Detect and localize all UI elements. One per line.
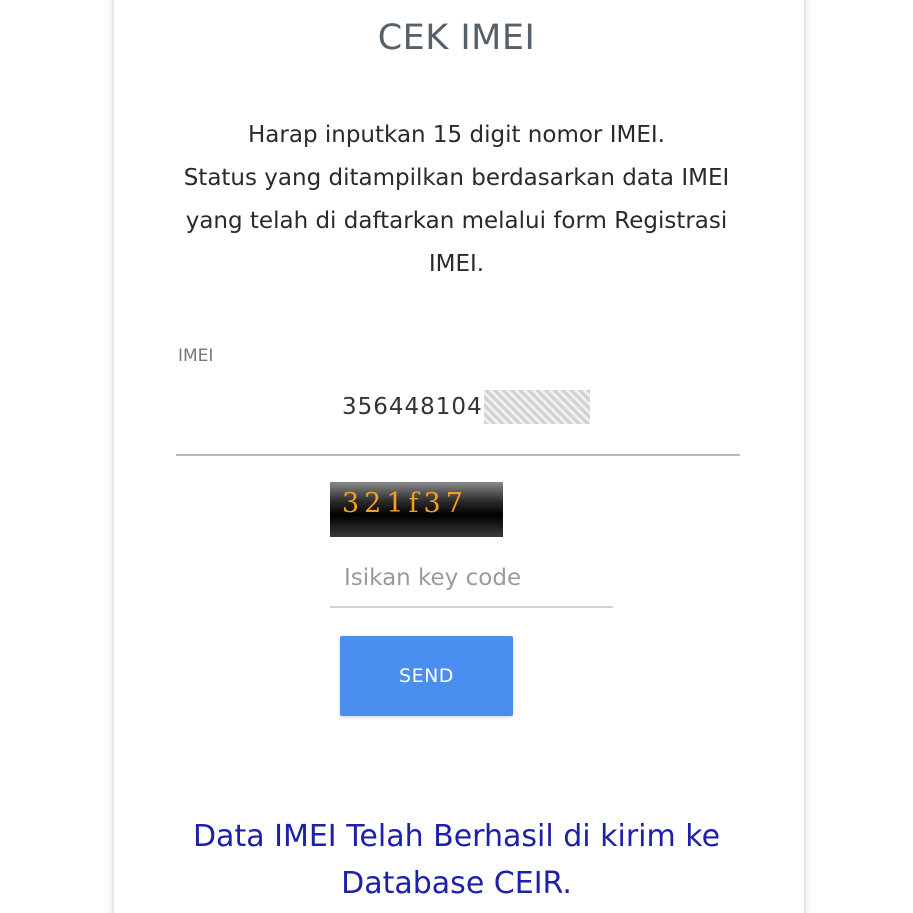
instructions xyxy=(160,114,753,286)
imei-value: 356448104 xyxy=(342,394,483,420)
captcha-image xyxy=(330,482,503,537)
keycode-input[interactable] xyxy=(330,550,613,608)
page-title: CEK IMEI xyxy=(377,18,536,58)
captcha-text: 321f37 xyxy=(342,488,468,519)
send-button[interactable]: SEND xyxy=(340,636,513,716)
imei-label: IMEI xyxy=(178,346,214,366)
instruction-line: Harap inputkan 15 digit nomor IMEI. xyxy=(248,122,665,148)
instruction-line: Status yang ditampilkan berdasarkan data IMEI xyxy=(183,165,730,191)
result-line: Database CEIR. xyxy=(341,866,572,901)
result-message xyxy=(140,813,773,907)
instruction-line: IMEI. xyxy=(428,251,485,277)
imei-input[interactable] xyxy=(176,382,740,456)
redacted-digits xyxy=(484,390,590,424)
result-line: Data IMEI Telah Berhasil di kirim ke xyxy=(192,819,721,854)
instruction-line: yang telah di daftarkan melalui form Registrasi xyxy=(185,208,728,234)
